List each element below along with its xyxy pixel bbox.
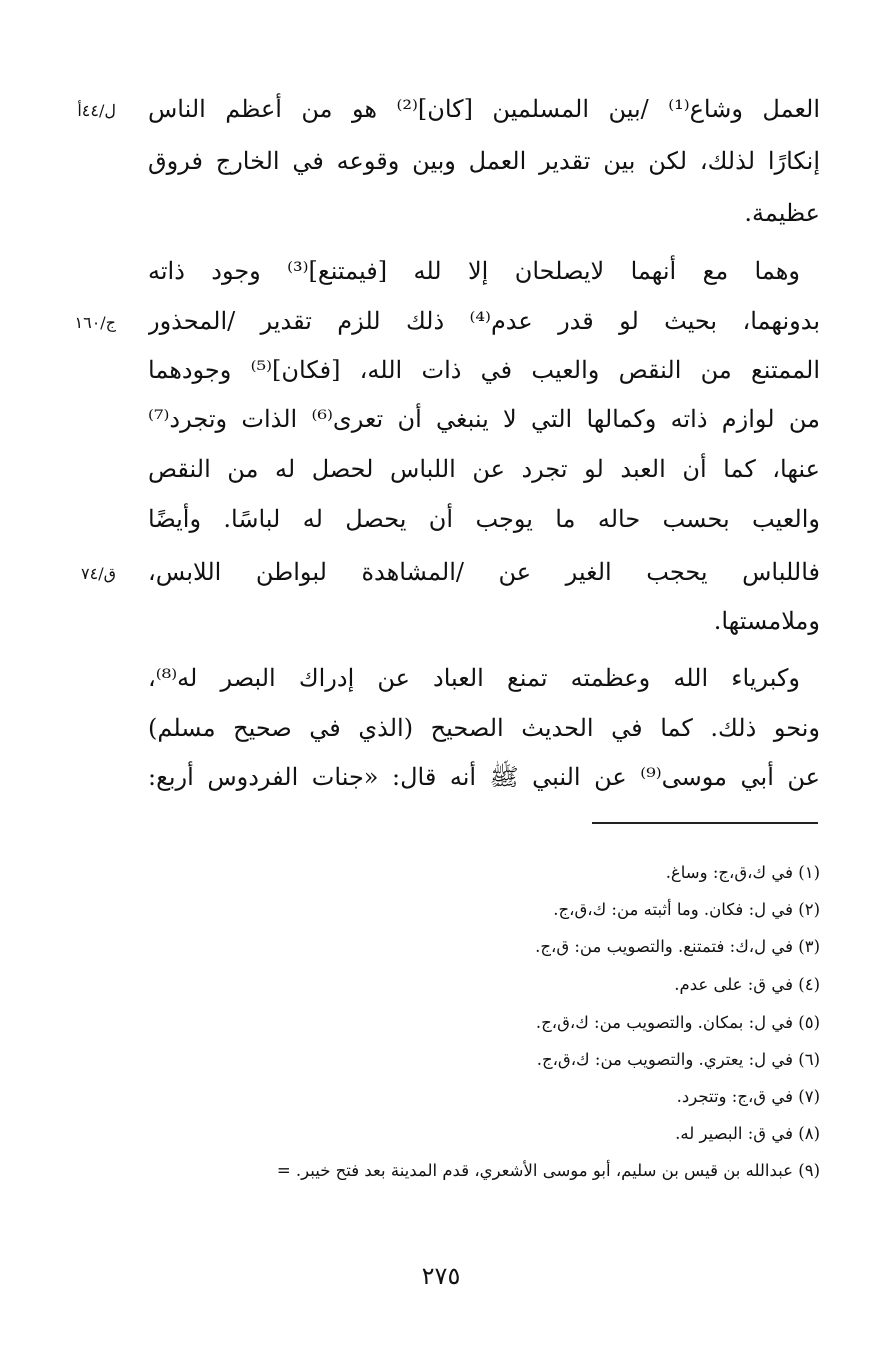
body-line-1: العمل وشاع⁽¹⁾ /بين المسلمين [كان]⁽²⁾ هو من أعظم الناس [148, 95, 820, 123]
footnote-6: (٦) في ل: يعتري. والتصويب من: ك،ق،ج. [536, 1050, 820, 1069]
body-line-3: عظيمة. [744, 199, 820, 227]
footnote-1: (١) في ك،ق،ج: وساغ. [665, 863, 820, 882]
body-line-13: ونحو ذلك. كما في الحديث الصحيح (الذي في صحيح مسلم) [148, 714, 820, 742]
body-line-9: والعيب بحسب حاله ما يوجب أن يحصل له لباسًا. وأيضًا [148, 505, 820, 533]
footnote-7: (٧) في ق،ج: وتتجرد. [676, 1087, 820, 1106]
margin-note-ms-l: ل/٤٤أ [77, 101, 116, 120]
body-line-7: من لوازم ذاته وكمالها التي لا ينبغي أن تعرى⁽⁶⁾ الذات وتجرد⁽⁷⁾ [148, 405, 820, 433]
body-line-4: وهما مع أنهما لايصلحان إلا لله [فيمتنع]⁽³⁾ وجود ذاته [148, 257, 800, 285]
body-line-6: الممتنع من النقص والعيب في ذات الله، [فكان]⁽⁵⁾ وجودهما [148, 356, 820, 384]
footnote-5: (٥) في ل: بمكان. والتصويب من: ك،ق،ج. [535, 1013, 820, 1032]
margin-note-ms-j: ج/١٦٠ [74, 313, 116, 332]
body-line-2: إنكارًا لذلك، لكن بين تقدير العمل وبين وقوعه في الخارج فروق [148, 147, 820, 175]
body-line-10: فاللباس يحجب الغير عن /المشاهدة لبواطن اللابس، [148, 558, 820, 586]
footnote-9: (٩) عبدالله بن قيس بن سليم، أبو موسى الأشعري، قدم المدينة بعد فتح خيبر. = [276, 1161, 820, 1180]
footnote-3: (٣) في ل،ك: فتمتنع. والتصويب من: ق،ج. [535, 937, 820, 956]
body-line-11: وملامستها. [713, 607, 820, 635]
footnote-8: (٨) في ق: البصير له. [675, 1124, 820, 1143]
body-line-5: بدونهما، بحيث لو قدر عدم⁽⁴⁾ ذلك للزم تقدير /المحذور [148, 307, 820, 335]
footnote-2: (٢) في ل: فكان. وما أثبته من: ك،ق،ج. [553, 900, 820, 919]
footnote-separator [592, 822, 818, 824]
body-line-12: وكبرياء الله وعظمته تمنع العباد عن إدراك البصر له⁽⁸⁾، [148, 664, 800, 692]
page-number: ٢٧٥ [421, 1262, 461, 1290]
margin-note-ms-q: ق/٧٤ [81, 564, 116, 583]
body-line-14: عن أبي موسى⁽⁹⁾ عن النبي ﷺ أنه قال: «جنات الفردوس أربع: [148, 763, 820, 791]
footnote-4: (٤) في ق: على عدم. [674, 975, 820, 994]
body-line-8: عنها، كما أن العبد لو تجرد عن اللباس لحصل له من النقص [148, 455, 820, 483]
